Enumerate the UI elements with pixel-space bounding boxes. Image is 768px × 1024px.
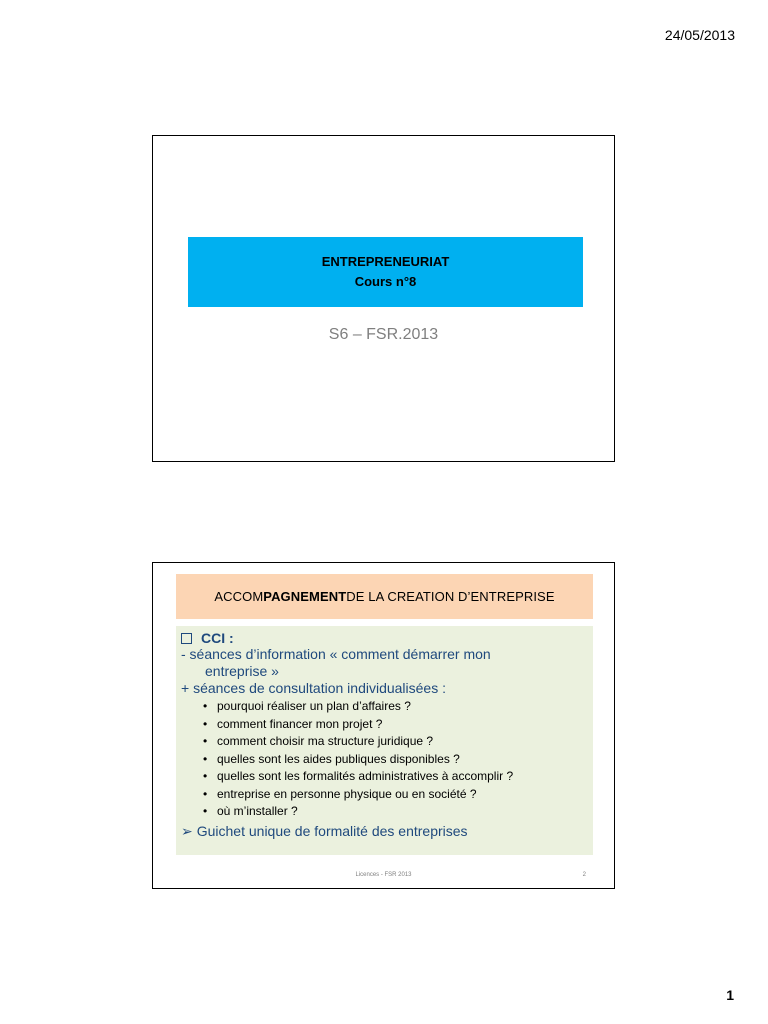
bullet-dot-icon: • [203, 786, 208, 801]
bullet-dot-icon: • [203, 699, 208, 713]
bullet-dot-icon: • [203, 734, 208, 748]
list-item: • quelles sont les aides publiques disponibles ? [203, 751, 593, 769]
page-number: 1 [726, 987, 734, 1003]
slide-number: 2 [582, 872, 586, 878]
slide-footer-text: Licences - FSR 2013 [355, 872, 412, 878]
info-sessions-line-cont: entreprise » [205, 663, 279, 679]
slide-2-title [176, 574, 593, 619]
title-part-3: DE LA CREATION D’ENTREPRISE [346, 589, 555, 604]
list-item: • où m’installer ? [203, 803, 593, 821]
list-item: • pourquoi réaliser un plan d’affaires ? [203, 698, 593, 716]
arrow-bullet-icon: ➢ [181, 822, 193, 839]
guichet-text: Guichet unique de formalité des entreprises [196, 823, 468, 839]
title-part-2: PAGNEMENT [263, 589, 347, 604]
slide-1 [152, 135, 615, 462]
cci-heading [181, 630, 593, 646]
bullet-dot-icon: • [203, 804, 208, 818]
slide-2 [152, 562, 615, 889]
square-bullet-icon [181, 633, 192, 644]
bullet-dot-icon: • [203, 769, 208, 783]
consultation-line: + séances de consultation individualisées : [181, 680, 447, 696]
list-item: • comment financer mon projet ? [203, 716, 593, 734]
page-date: 24/05/2013 [664, 27, 735, 43]
course-number: Cours n°8 [354, 274, 417, 289]
slide-2-body [176, 626, 593, 855]
slide-1-subtitle: S6 – FSR.2013 [328, 326, 439, 343]
list-item: • entreprise en personne physique ou en société ? [203, 786, 593, 804]
info-sessions-line: - séances d’information « comment démarrer mon [181, 646, 491, 662]
question-list [181, 698, 593, 821]
bullet-dot-icon: • [203, 716, 208, 731]
slide-1-title-bar [188, 237, 583, 307]
title-part-1: ACCOM [214, 589, 264, 604]
cci-label: CCI : [201, 630, 234, 646]
guichet-line [181, 823, 593, 840]
list-item: • quelles sont les formalités administratives à accomplir ? [203, 768, 593, 786]
course-title: ENTREPRENEURIAT [321, 254, 450, 269]
bullet-dot-icon: • [203, 751, 208, 766]
list-item: • comment choisir ma structure juridique ? [203, 733, 593, 751]
